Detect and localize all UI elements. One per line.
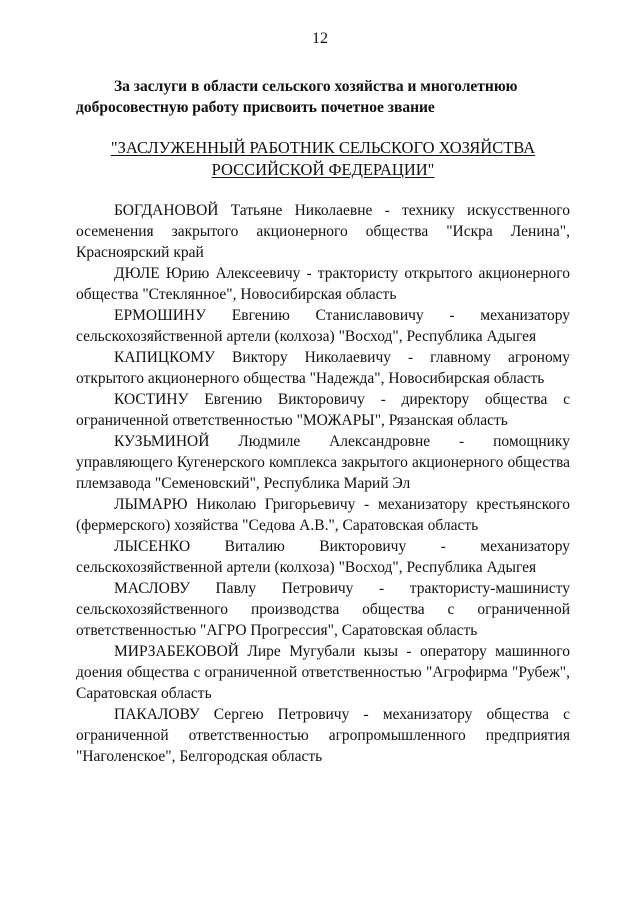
- honorary-title-line-2: РОССИЙСКОЙ ФЕДЕРАЦИИ": [211, 160, 435, 179]
- awardee-entry: МАСЛОВУ Павлу Петровичу - трактористу-машинисту сельскохозяйственного производства общества с ограниченной ответственностью "АГРО Прогрессия", Саратовская область: [76, 580, 570, 639]
- awardee-entry: КОСТИНУ Евгению Викторовичу - директору общества с ограниченной ответственностью "МОЖАРЫ", Рязанская область: [76, 391, 570, 429]
- decree-intro-line-2: добросовестную работу присвоить почетное звание: [76, 99, 435, 116]
- awardee-entry: КУЗЬМИНОЙ Людмиле Александровне - помощнику управляющего Кугенерского комплекса закрытого акционерного общества племзавода "Семеновский", Республика Марий Эл: [76, 433, 570, 492]
- awardee-entry: МИРЗАБЕКОВОЙ Лире Мугубали кызы - оператору машинного доения общества с ограниченной ответственностью "Агрофирма "Рубеж", Саратовская область: [76, 643, 570, 702]
- honorary-title-line-1: "ЗАСЛУЖЕННЫЙ РАБОТНИК СЕЛЬСКОГО ХОЗЯЙСТВА: [110, 138, 536, 157]
- awardee-entry: ЛЫСЕНКО Виталию Викторовичу - механизатору сельскохозяйственной артели (колхоза) "Восход", Республика Адыгея: [76, 538, 570, 576]
- decree-intro: [76, 76, 570, 118]
- awardee-entry: ДЮЛЕ Юрию Алексеевичу - трактористу открытого акционерного общества "Стеклянное", Новосибирская область: [76, 265, 570, 303]
- awardee-entry: КАПИЦКОМУ Виктору Николаевичу - главному агроному открытого акционерного общества "Надежда", Новосибирская область: [76, 349, 570, 387]
- awardee-entry: ПАКАЛОВУ Сергею Петровичу - механизатору общества с ограниченной ответственностью агропромышленного предприятия "Наголенское", Белгородская область: [76, 706, 570, 765]
- awardee-entry: ЕРМОШИНУ Евгению Станиславовичу - механизатору сельскохозяйственной артели (колхоза) "Восход", Республика Адыгея: [76, 307, 570, 345]
- awardee-entry: ЛЫМАРЮ Николаю Григорьевичу - механизатору крестьянского (фермерского) хозяйства "Седова А.В.", Саратовская область: [76, 496, 570, 534]
- awardee-list: [76, 200, 570, 767]
- awardee-entry: БОГДАНОВОЙ Татьяне Николаевне - технику искусственного осеменения закрытого акционерного общества "Искра Ленина", Красноярский край: [76, 202, 570, 261]
- decree-intro-line-1: За заслуги в области сельского хозяйства и многолетнюю: [114, 78, 518, 95]
- page-number: 12: [312, 30, 328, 47]
- honorary-title: [76, 137, 570, 181]
